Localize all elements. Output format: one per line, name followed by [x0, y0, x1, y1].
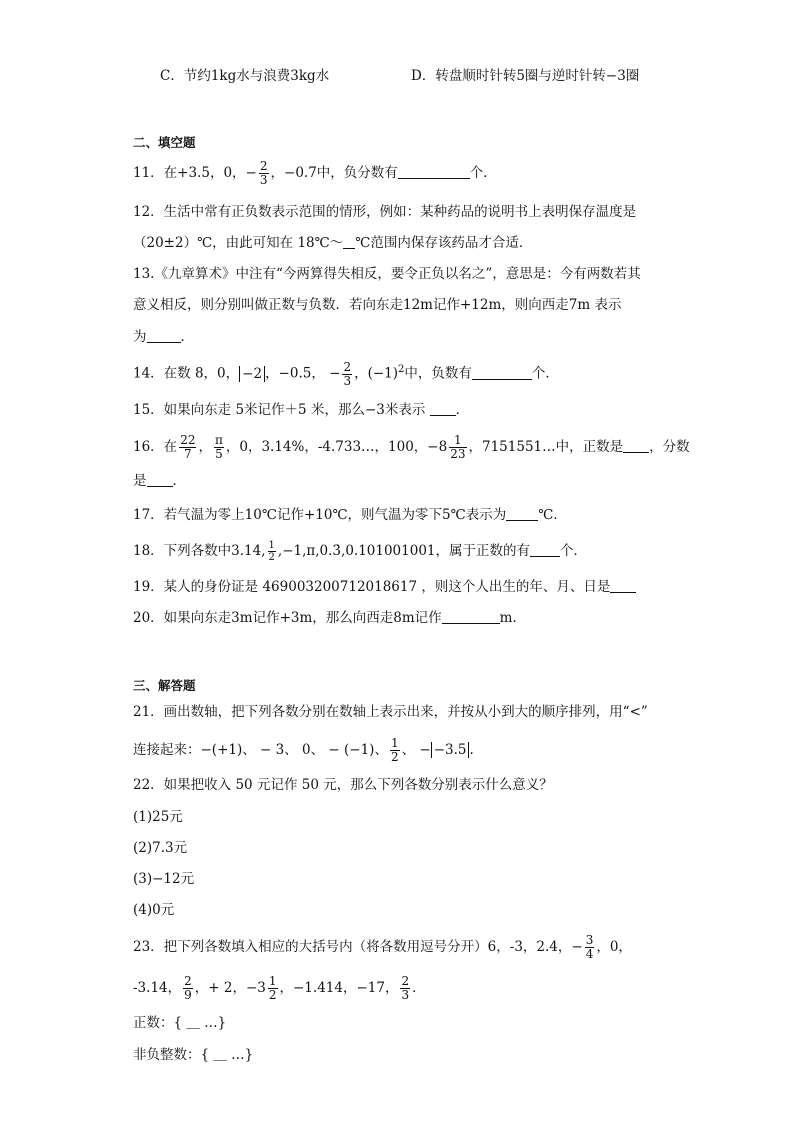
answer-blank[interactable] — [610, 578, 636, 593]
question-21-line-2: 连接起来：−(+1)、 − 3、 0、 − (−1)、 $\frac{1}{2}$ 、 − −3.5 . — [133, 736, 474, 764]
section-heading-solve: 三、解答题 — [133, 678, 196, 693]
nonnegative-integers-set[interactable]: 非负整数：{ ＿ …} — [133, 1047, 254, 1063]
question-17: 17．若气温为零上10℃记作+10℃，则气温为零下5℃表示为 ℃． — [133, 507, 567, 523]
fraction: $\frac{1}{2}$ — [268, 540, 275, 563]
question-16-line-2: 是 ． — [133, 473, 186, 489]
question-13-line-3: 为 ． — [133, 329, 194, 345]
answer-blank[interactable] — [442, 609, 500, 624]
fraction: $\frac{1}{23}$ — [450, 433, 466, 461]
question-22-item-2: (2)7.3元 — [133, 840, 188, 856]
question-23-line-2: -3.14， $\frac{2}{9}$ ，+ 2，−3 $\frac{1}{2}$ ，−1.414，−17， $\frac{2}{3}$ ． — [133, 974, 426, 1002]
answer-blank[interactable] — [530, 542, 560, 557]
fraction: $\frac{2}{3}$ — [401, 974, 410, 1002]
question-12-line-1: 12．生活中常有正负数表示范围的情形，例如：某种药品的说明书上表明保存温度是 — [133, 204, 637, 220]
question-22-item-1: (1)25元 — [133, 809, 183, 825]
question-15: 15．如果向东走 5米记作＋5 米，那么−3米表示 ． — [133, 402, 470, 418]
question-22-item-4: (4)0元 — [133, 902, 175, 918]
section-heading-fill-in: 二、填空题 — [133, 135, 196, 150]
positive-numbers-set[interactable]: 正数：{ ＿ …} — [133, 1015, 227, 1031]
absolute-value: −2 — [239, 366, 265, 382]
exponent: 2 — [398, 364, 405, 375]
fraction: $\frac{1}{2}$ — [390, 736, 399, 764]
fraction: $\frac{2}{9}$ — [184, 974, 192, 1002]
question-19: 19．某人的身份证是 469003200712018617 ，则这个人出生的年、月、日是 — [133, 577, 636, 597]
answer-blank[interactable] — [623, 438, 649, 453]
answer-blank[interactable] — [343, 234, 355, 249]
option-c: C．节约1kg水与浪费3kg水 — [160, 68, 330, 84]
answer-blank[interactable] — [398, 164, 470, 179]
fraction: $\frac{3}{4}$ — [585, 933, 594, 961]
fraction: $\frac{\pi}{5}$ — [214, 433, 223, 461]
answer-blank[interactable] — [147, 328, 181, 343]
question-23-line-1: 23．把下列各数填入相应的大括号内（将各数用逗号分开）6，-3，2.4，− $\frac{3}{4}$ ，0， — [133, 933, 632, 961]
question-16-line-1: 16．在 $\frac{22}{7}$ ， $\frac{\pi}{5}$ ，0，3.14%，-4.733…，100，−8 $\frac{1}{23}$ ，7151551…中，正数是 ，分数 — [133, 433, 690, 461]
question-22-item-3: (3)−12元 — [133, 871, 195, 887]
question-13-line-1: 13.《九章算术》中注有“今两算得失相反，要令正负以名之”，意思是：今有两数若其 — [133, 266, 641, 282]
fraction: $\frac{1}{2}$ — [268, 974, 277, 1002]
fraction: $\frac{2}{3}$ — [259, 159, 268, 187]
question-20: 20．如果向东走3m记作+3m，那么向西走8m记作 m． — [133, 610, 526, 626]
answer-blank[interactable] — [472, 365, 532, 380]
question-21-line-1: 21．画出数轴，把下列各数分别在数轴上表示出来，并按从小到大的顺序排列，用“<” — [133, 704, 648, 720]
absolute-value: −3.5 — [431, 742, 470, 758]
option-d: D．转盘顺时针转5圈与逆时针转−3圈 — [411, 68, 640, 84]
question-11: 11．在+3.5，0，− $\frac{2}{3}$ ，−0.7中，负分数有 个． — [133, 159, 497, 187]
question-13-line-2: 意义相反，则分别叫做正数与负数．若向东走12m记作+12m，则向西走7m 表示 — [133, 297, 622, 313]
question-18: 18．下列各数中3.14, $\frac{1}{2}$ ,−1,π,0.3̇,0.101001001，属于正数的有 个． — [133, 540, 587, 563]
answer-blank[interactable] — [147, 472, 173, 487]
answer-blank[interactable] — [506, 506, 538, 521]
answer-blank[interactable] — [430, 401, 456, 416]
fraction: $\frac{22}{7}$ — [180, 433, 196, 461]
question-22: 22．如果把收入 50 元记作 50 元，那么下列各数分别表示什么意义？ — [133, 777, 553, 793]
fraction: $\frac{2}{3}$ — [343, 359, 352, 388]
question-12-line-2: （20±2）℃，由此可知在 18℃～ ℃范围内保存该药品才合适． — [133, 235, 533, 251]
question-14: 14．在数 8，0， −2 ，−0.5， − $\frac{2}{3}$ ，$(-1)^2$中，负数有 个． — [133, 359, 559, 388]
